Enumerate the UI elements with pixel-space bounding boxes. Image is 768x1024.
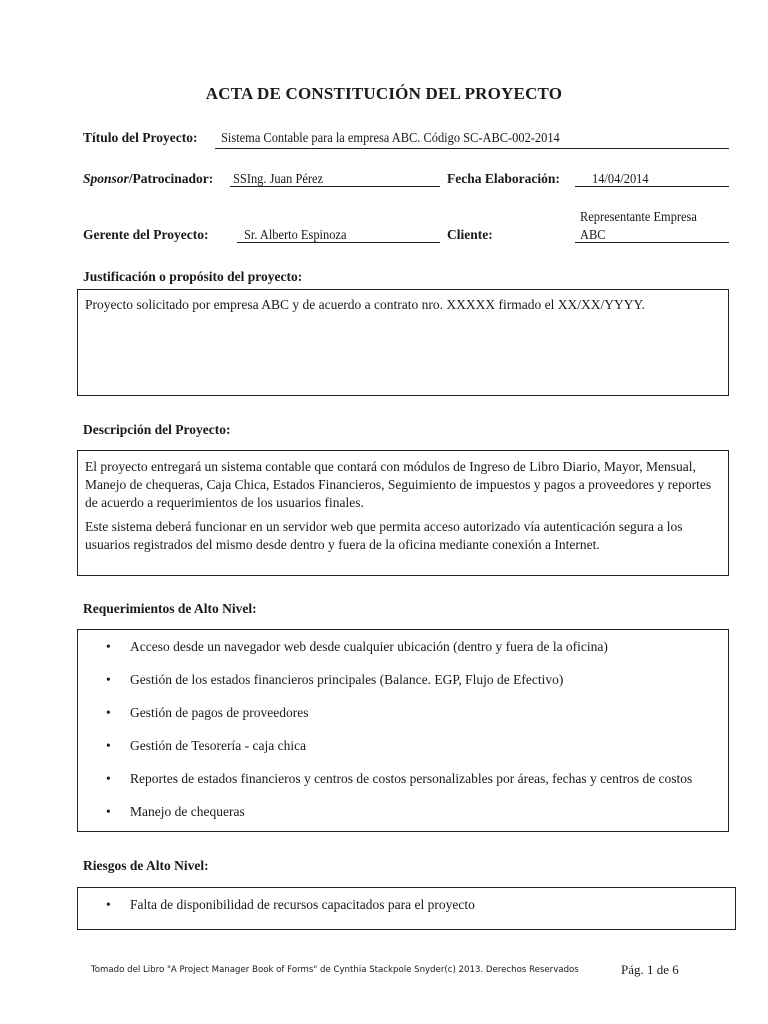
- bullet-icon: •: [106, 771, 111, 786]
- justification-heading: Justificación o propósito del proyecto:: [83, 269, 303, 284]
- document-title: ACTA DE CONSTITUCIÓN DEL PROYECTO: [205, 84, 563, 103]
- list-item: • Gestión de los estados financieros principales (Balance. EGP, Flujo de Efectivo): [106, 672, 564, 687]
- list-item: • Falta de disponibilidad de recursos capacitados para el proyecto: [106, 897, 475, 912]
- requirements-heading: Requerimientos de Alto Nivel:: [83, 601, 257, 616]
- date-label: Fecha Elaboración:: [447, 171, 560, 186]
- risks-list: [78, 896, 735, 929]
- sponsor-label-rest: /Patrocinador:: [128, 171, 214, 186]
- project-title-label: Título del Proyecto:: [83, 130, 198, 145]
- description-paragraph-1: El proyecto entregará un sistema contable que contará con módulos de Ingreso de Libro Diario, Mayor, Mensual, Manejo de chequeras, Caja Chica, Estados Financieros, Seguimiento de impuestos y pagos a proveedores y reportes de acuerdo a requerimientos de los usuarios finales.: [85, 459, 712, 510]
- list-item: • Manejo de chequeras: [106, 804, 245, 819]
- project-title-underline: [215, 148, 729, 149]
- justification-text: Proyecto solicitado por empresa ABC y de acuerdo a contrato nro. XXXXX firmado el XX/XX/YYYY.: [85, 297, 645, 312]
- client-value-line1: Representante Empresa: [580, 209, 697, 224]
- sponsor-underline: [230, 186, 440, 187]
- requirements-list: [78, 638, 728, 836]
- bullet-icon: •: [106, 672, 111, 687]
- bullet-icon: •: [106, 738, 111, 753]
- page-number: Pág. 1 de 6: [621, 962, 679, 977]
- manager-underline: [237, 242, 440, 243]
- footer-source: Tomado del Libro "A Project Manager Book of Forms" de Cynthia Stackpole Snyder(c) 2013. Derechos Reservados: [91, 965, 579, 975]
- bullet-icon: •: [106, 639, 111, 654]
- description-paragraph-2: Este sistema deberá funcionar en un servidor web que permita acceso autorizado vía autenticación segura a los usuarios registrados del mismo desde dentro y fuera de la oficina mediante conexión a Internet.: [85, 519, 683, 552]
- client-underline: [575, 242, 729, 243]
- sponsor-label: [83, 171, 213, 187]
- list-item: • Gestión de Tesorería - caja chica: [106, 738, 307, 753]
- sponsor-label-italic: Sponsor: [83, 171, 129, 186]
- client-label: Cliente:: [447, 227, 493, 242]
- sponsor-value: SSIng. Juan Pérez: [233, 171, 324, 186]
- risks-heading: Riesgos de Alto Nivel:: [83, 858, 209, 873]
- manager-value: Sr. Alberto Espinoza: [244, 227, 347, 242]
- bullet-icon: •: [106, 804, 111, 819]
- date-value: 14/04/2014: [592, 171, 649, 186]
- project-title-value: Sistema Contable para la empresa ABC. Código SC-ABC-002-2014: [221, 130, 560, 145]
- list-item: • Acceso desde un navegador web desde cualquier ubicación (dentro y fuera de la oficina): [106, 639, 608, 654]
- date-underline: [575, 186, 729, 187]
- justification-box: [77, 289, 729, 396]
- manager-label: Gerente del Proyecto:: [83, 227, 209, 242]
- bullet-icon: •: [106, 897, 111, 912]
- list-item: • Gestión de pagos de proveedores: [106, 705, 309, 720]
- description-box: [77, 450, 729, 576]
- bullet-icon: •: [106, 705, 111, 720]
- client-value-line2: ABC: [580, 227, 606, 242]
- requirements-box: [77, 629, 729, 832]
- risks-box: [77, 887, 736, 930]
- list-item: • Reportes de estados financieros y centros de costos personalizables por áreas, fechas y centros de costos: [106, 771, 693, 786]
- description-heading: Descripción del Proyecto:: [83, 422, 231, 437]
